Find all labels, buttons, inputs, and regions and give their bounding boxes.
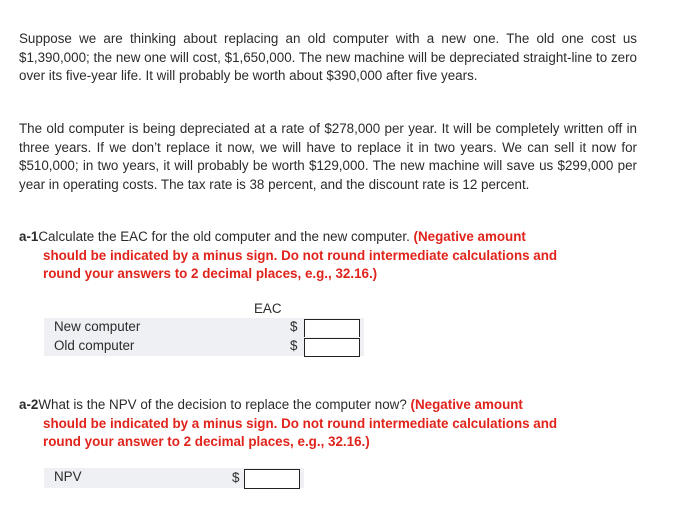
- row-label-npv: NPV: [54, 469, 82, 484]
- question-note-line: round your answer to 2 decimal places, e.g., 32.16.): [43, 434, 370, 450]
- question-note-line: round your answers to 2 decimal places, e.g., 32.16.): [43, 266, 378, 282]
- question-note: (Negative amount: [413, 229, 526, 244]
- question-a2: [19, 396, 639, 452]
- table-row: [44, 318, 364, 337]
- currency-symbol: $: [290, 319, 298, 334]
- problem-paragraph-1: Suppose we are thinking about replacing an old computer with a new one. The old one cost us $1,390,000; the new one will cost, $1,650,000. The new machine will be depreciated straight-line to zero over its five-year life. It will probably be worth about $390,000 after five years.: [19, 31, 637, 84]
- eac-new-computer-input[interactable]: [304, 319, 360, 338]
- npv-input[interactable]: [244, 469, 300, 489]
- question-note-line: should be indicated by a minus sign. Do not round intermediate calculations and: [43, 415, 558, 431]
- currency-symbol: $: [290, 338, 298, 353]
- eac-table: [44, 300, 364, 356]
- row-label-old-computer: Old computer: [54, 338, 135, 353]
- question-label: a-1: [19, 229, 39, 244]
- npv-row: [44, 468, 304, 488]
- eac-column-header: EAC: [44, 300, 364, 318]
- currency-symbol: $: [232, 470, 240, 485]
- problem-paragraph-2: The old computer is being depreciated at a rate of $278,000 per year. It will be completely written off in three years. If we don’t replace it now, we will have to replace it in two years. We can sell it now for $510,000; in two years, it will probably be worth $129,000. The new machine will save us $299,000 per year in operating costs. The tax rate is 38 percent, and the discount rate is 12 percent.: [19, 121, 637, 192]
- question-text: Calculate the EAC for the old computer and the new computer.: [38, 229, 410, 244]
- question-a1: [19, 228, 639, 284]
- question-note: (Negative amount: [410, 397, 523, 412]
- question-note-line: should be indicated by a minus sign. Do not round intermediate calculations and: [43, 247, 558, 263]
- eac-old-computer-input[interactable]: [304, 338, 360, 357]
- row-label-new-computer: New computer: [54, 319, 141, 334]
- question-text: What is the NPV of the decision to replace the computer now?: [38, 397, 407, 412]
- question-label: a-2: [19, 397, 39, 412]
- table-row: [44, 337, 364, 356]
